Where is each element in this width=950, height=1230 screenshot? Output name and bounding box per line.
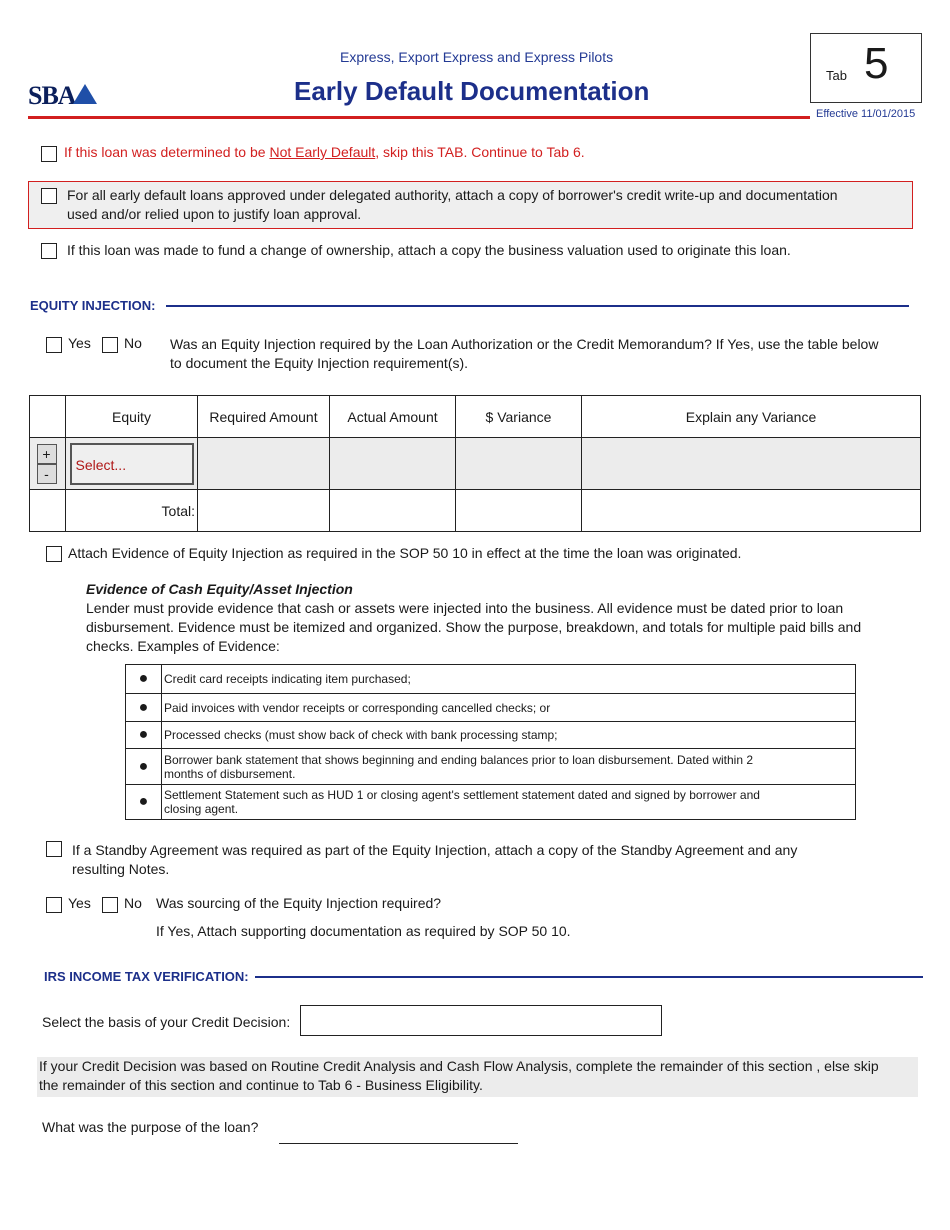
equity-heading-rule: [166, 305, 909, 307]
bullet: ●: [126, 785, 162, 820]
sba-logo: SBA: [28, 81, 76, 110]
loan-purpose-label: What was the purpose of the loan?: [42, 1119, 259, 1135]
equity-header-blank: [30, 396, 66, 438]
routine-analysis-note-line2: the remainder of this section and continue to Tab 6 - Business Eligibility.: [39, 1077, 483, 1093]
equity-total-row: [30, 490, 921, 532]
equity-type-select[interactable]: Select...: [70, 443, 194, 485]
equity-table-row: [30, 438, 921, 490]
credit-basis-label: Select the basis of your Credit Decision:: [42, 1014, 291, 1030]
standby-agreement-text-line2: resulting Notes.: [72, 861, 170, 877]
remove-row-button[interactable]: -: [37, 464, 57, 484]
equity-required-no-checkbox[interactable]: [102, 337, 118, 353]
total-variance-field[interactable]: [456, 490, 582, 532]
row-stepper-cell: [30, 438, 66, 490]
evidence-text-line1: Lender must provide evidence that cash or assets were injected into the business. All evidence must be dated prior to loan: [86, 600, 844, 616]
equity-type-cell: [66, 438, 198, 490]
evidence-examples-table: [125, 664, 856, 820]
equity-question-line2: to document the Equity Injection requirement(s).: [170, 355, 469, 371]
page-title: Early Default Documentation: [294, 76, 650, 106]
sourcing-no-label: No: [124, 895, 142, 911]
equity-injection-table: [29, 395, 921, 532]
sourcing-no-checkbox[interactable]: [102, 897, 118, 913]
variance-input[interactable]: [456, 438, 582, 490]
effective-date: Effective 11/01/2015: [816, 108, 916, 120]
loan-purpose-input[interactable]: [279, 1118, 518, 1144]
list-item: [126, 749, 856, 785]
total-explain-field[interactable]: [582, 490, 921, 532]
header-divider: [28, 116, 810, 119]
bullet: ●: [126, 722, 162, 749]
irs-heading-rule: [255, 976, 923, 978]
sba-logo-mark-icon: [73, 84, 97, 104]
delegated-authority-text-line2: used and/or relied upon to justify loan approval.: [67, 206, 362, 222]
evidence-example-text: Borrower bank statement that shows beginning and ending balances prior to loan disbursement. Dated within 2 months of disbursement.: [162, 749, 856, 785]
equity-injection-heading: EQUITY INJECTION:: [30, 298, 156, 313]
equity-question-line1: Was an Equity Injection required by the Loan Authorization or the Credit Memorandum? If Yes, use the table below: [170, 336, 879, 352]
equity-header-explain: Explain any Variance: [582, 396, 921, 438]
evidence-heading: Evidence of Cash Equity/Asset Injection: [86, 581, 353, 597]
evidence-example-text: Processed checks (must show back of check with bank processing stamp;: [162, 722, 856, 749]
standby-agreement-checkbox[interactable]: [46, 841, 62, 857]
bullet: ●: [126, 665, 162, 694]
sourcing-question: Was sourcing of the Equity Injection required?: [156, 895, 442, 911]
equity-header-variance: $ Variance: [456, 396, 582, 438]
required-amount-input[interactable]: [198, 438, 330, 490]
add-row-button[interactable]: +: [37, 444, 57, 464]
evidence-example-text: Settlement Statement such as HUD 1 or closing agent's settlement statement dated and signed by borrower and closing agent.: [162, 785, 856, 820]
total-label: Total:: [66, 490, 198, 532]
list-item: [126, 722, 856, 749]
evidence-example-text: Paid invoices with vendor receipts or corresponding cancelled checks; or: [162, 694, 856, 722]
equity-table-header-row: [30, 396, 921, 438]
equity-no-label: No: [124, 335, 142, 351]
sourcing-yes-checkbox[interactable]: [46, 897, 62, 913]
delegated-authority-checkbox[interactable]: [41, 188, 57, 204]
evidence-text-line3: checks. Examples of Evidence:: [86, 638, 280, 654]
routine-analysis-note-line1: If your Credit Decision was based on Routine Credit Analysis and Cash Flow Analysis, complete the remainder of this section , else skip: [39, 1058, 879, 1074]
evidence-example-text: Credit card receipts indicating item purchased;: [162, 665, 856, 694]
not-early-default-checkbox[interactable]: [41, 146, 57, 162]
total-actual-field[interactable]: [330, 490, 456, 532]
tab-number: 5: [864, 39, 889, 88]
list-item: [126, 694, 856, 722]
sourcing-yes-label: Yes: [68, 895, 91, 911]
explain-variance-input[interactable]: [582, 438, 921, 490]
credit-basis-select[interactable]: [300, 1005, 662, 1036]
evidence-text-line2: disbursement. Evidence must be itemized and organized. Show the purpose, breakdown, and totals for multiple paid bills and: [86, 619, 862, 635]
irs-verification-heading: IRS INCOME TAX VERIFICATION:: [44, 969, 249, 984]
standby-agreement-text-line1: If a Standby Agreement was required as part of the Equity Injection, attach a copy of the Standby Agreement and any: [72, 842, 798, 858]
row-stepper: [37, 444, 59, 484]
list-item: [126, 665, 856, 694]
tab-label: Tab: [826, 68, 847, 83]
equity-yes-label: Yes: [68, 335, 91, 351]
sourcing-note: If Yes, Attach supporting documentation as required by SOP 50 10.: [156, 923, 571, 939]
not-early-default-text: If this loan was determined to be Not Early Default, skip this TAB. Continue to Tab 6.: [64, 144, 585, 160]
list-item: [126, 785, 856, 820]
change-of-ownership-checkbox[interactable]: [41, 243, 57, 259]
attach-evidence-text: Attach Evidence of Equity Injection as required in the SOP 50 10 in effect at the time the loan was originated.: [68, 545, 742, 561]
total-required-field[interactable]: [198, 490, 330, 532]
actual-amount-input[interactable]: [330, 438, 456, 490]
equity-required-yes-checkbox[interactable]: [46, 337, 62, 353]
page-subtitle: Express, Export Express and Express Pilots: [340, 49, 614, 65]
change-of-ownership-text: If this loan was made to fund a change of ownership, attach a copy the business valuation used to originate this loan.: [67, 242, 791, 258]
attach-evidence-checkbox[interactable]: [46, 546, 62, 562]
equity-header-required: Required Amount: [198, 396, 330, 438]
equity-header-actual: Actual Amount: [330, 396, 456, 438]
equity-header-equity: Equity: [66, 396, 198, 438]
delegated-authority-text-line1: For all early default loans approved under delegated authority, attach a copy of borrower's credit write-up and documentation: [67, 187, 838, 203]
bullet: ●: [126, 749, 162, 785]
total-blank-cell: [30, 490, 66, 532]
bullet: ●: [126, 694, 162, 722]
not-early-default-link: Not Early Default: [269, 144, 376, 160]
